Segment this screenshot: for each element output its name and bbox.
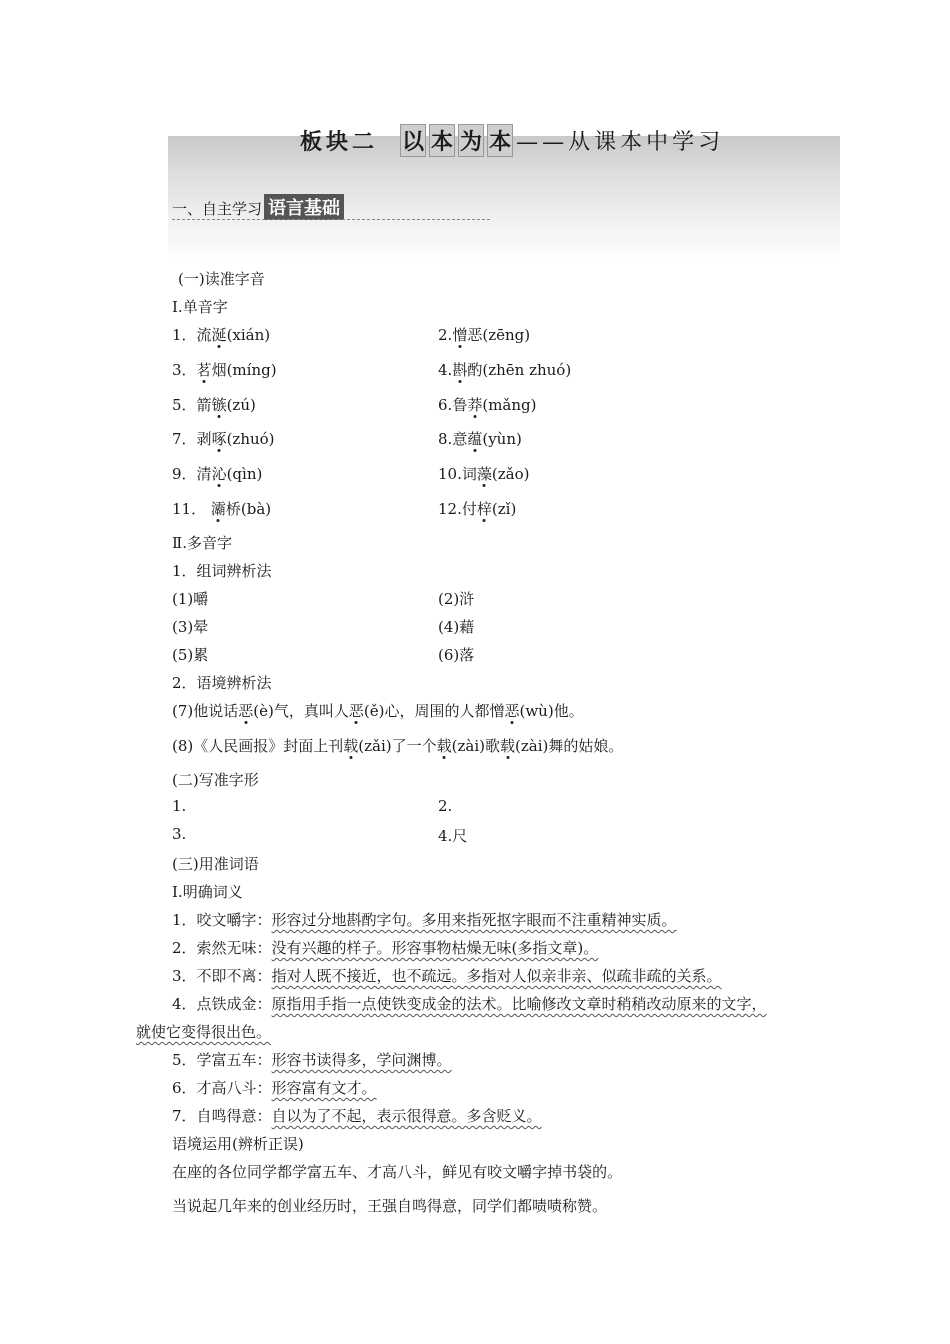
list-item: 1. [172, 797, 187, 815]
list-item: (4)藉 [438, 618, 475, 636]
subsection-heading: 语境运用(辨析正误) [172, 1135, 304, 1153]
section-boxed-label: 语言基础 [264, 194, 344, 220]
list-item: 4.尺 [438, 827, 468, 845]
section-label: 一、自主学习 [172, 200, 263, 218]
definition-item: 1．咬文嚼字：形容过分地斟酌字句。多用来指死抠字眼而不注重精神实质。 [172, 911, 677, 929]
usage-sentence: 在座的各位同学都学富五车、才高八斗，鲜见有咬文嚼字掉书袋的。 [172, 1163, 623, 1181]
definition-item: 5．学富五车：形容书读得多，学问渊博。 [172, 1051, 452, 1069]
list-item: 12.付梓(zǐ) [438, 500, 517, 518]
definition-item: 2．索然无味：没有兴趣的样子。形容事物枯燥无味(多指文章)。 [172, 939, 599, 957]
subsection-heading: Ⅱ.多音字 [172, 534, 232, 552]
definition-item: 6．才高八斗：形容富有文才。 [172, 1079, 377, 1097]
list-item: 11． 灞桥(bà) [172, 500, 272, 518]
list-item: 4.斟酌(zhēn zhuó) [438, 361, 572, 379]
list-item: 7．剥啄(zhuó) [172, 430, 275, 448]
example-sentence: (7)他说话恶(è)气，真叫人恶(ě)心，周围的人都憎恶(wù)他。 [172, 702, 584, 720]
title-char: 为 [458, 124, 484, 157]
list-item: (5)累 [172, 646, 209, 664]
list-item: 3．茗烟(míng) [172, 361, 277, 379]
list-item: 8.意蕴(yùn) [438, 430, 522, 448]
definition-item: 4．点铁成金：原指用手指一点使铁变成金的法术。比喻修改文章时稍稍改动原来的文字， [172, 995, 767, 1013]
title-boxed-chars [400, 129, 516, 155]
subsection-heading: Ⅰ.明确词义 [172, 883, 243, 901]
title-subtitle: ——从课本中学习 [516, 130, 725, 155]
subsection-heading: (三)用准词语 [172, 855, 259, 873]
title-char: 本 [487, 124, 513, 157]
list-item: (6)落 [438, 646, 475, 664]
list-item: 2.憎恶(zēng) [438, 326, 531, 344]
definition-item: 7．自鸣得意：自以为了不起，表示很得意。多含贬义。 [172, 1107, 542, 1125]
subsection-heading: Ⅰ.单音字 [172, 298, 228, 316]
title-char: 本 [429, 124, 455, 157]
list-item: (2)浒 [438, 590, 475, 608]
definition-continuation: 就使它变得很出色。 [136, 1023, 272, 1041]
definition-item: 3．不即不离：指对人既不接近，也不疏远。多指对人似亲非亲、似疏非疏的关系。 [172, 967, 722, 985]
list-item: 5．箭镞(zú) [172, 396, 256, 414]
list-item: (1)嚼 [172, 590, 209, 608]
method-heading: 1．组词辨析法 [172, 562, 272, 580]
subsection-heading: (一)读准字音 [178, 270, 265, 288]
list-item: 1．流涎(xián) [172, 326, 271, 344]
list-item: 9．清沁(qìn) [172, 465, 263, 483]
list-item: 3. [172, 825, 187, 843]
dashed-divider [172, 219, 490, 220]
list-item: 6.鲁莽(mǎng) [438, 396, 537, 414]
list-item: (3)晕 [172, 618, 209, 636]
page-title [300, 124, 725, 157]
list-item: 2. [438, 797, 453, 815]
title-char: 以 [400, 124, 426, 157]
subsection-heading: (二)写准字形 [172, 771, 259, 789]
method-heading: 2．语境辨析法 [172, 674, 272, 692]
list-item: 10.词藻(zǎo) [438, 465, 530, 483]
example-sentence: (8)《人民画报》封面上刊载(zǎi)了一个载(zài)歌载(zài)舞的姑娘。 [172, 737, 624, 755]
title-block: 板块二 [300, 129, 379, 155]
usage-sentence: 当说起几年来的创业经历时，王强自鸣得意，同学们都啧啧称赞。 [172, 1197, 608, 1215]
section-heading [172, 194, 344, 220]
